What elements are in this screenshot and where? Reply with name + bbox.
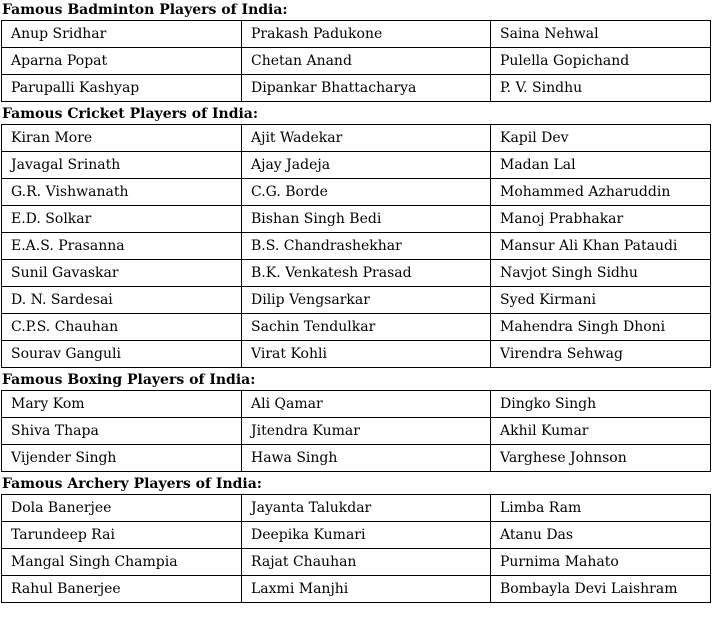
players-table: [1, 390, 711, 472]
player-cell: Virat Kohli: [242, 341, 491, 368]
player-cell: E.A.S. Prasanna: [2, 233, 242, 260]
player-cell: Hawa Singh: [242, 445, 491, 472]
player-cell: Deepika Kumari: [242, 522, 491, 549]
player-cell: Mary Kom: [2, 391, 242, 418]
player-cell: Anup Sridhar: [2, 21, 242, 48]
player-cell: B.K. Venkatesh Prasad: [242, 260, 491, 287]
section-title: Famous Cricket Players of India:: [2, 106, 259, 122]
player-cell: C.G. Borde: [242, 179, 491, 206]
player-cell: Madan Lal: [491, 152, 711, 179]
player-cell: Dingko Singh: [491, 391, 711, 418]
player-cell: Ali Qamar: [242, 391, 491, 418]
table-row: [2, 287, 711, 314]
table-row: [2, 418, 711, 445]
player-cell: Jitendra Kumar: [242, 418, 491, 445]
players-table: [1, 20, 711, 102]
player-cell: E.D. Solkar: [2, 206, 242, 233]
table-row: [2, 522, 711, 549]
table-row: [2, 391, 711, 418]
player-cell: Vijender Singh: [2, 445, 242, 472]
table-row: [2, 152, 711, 179]
player-cell: Laxmi Manjhi: [242, 576, 491, 603]
table-row: [2, 48, 711, 75]
player-cell: Ajit Wadekar: [242, 125, 491, 152]
player-cell: Aparna Popat: [2, 48, 242, 75]
player-cell: Shiva Thapa: [2, 418, 242, 445]
player-cell: Mahendra Singh Dhoni: [491, 314, 711, 341]
player-cell: Parupalli Kashyap: [2, 75, 242, 102]
section-title: Famous Badminton Players of India:: [2, 2, 288, 18]
player-cell: Bombayla Devi Laishram: [491, 576, 711, 603]
section-cricket: [0, 104, 713, 368]
player-cell: Sourav Ganguli: [2, 341, 242, 368]
players-table: [1, 124, 711, 368]
table-row: [2, 206, 711, 233]
player-cell: Atanu Das: [491, 522, 711, 549]
player-cell: Syed Kirmani: [491, 287, 711, 314]
table-row: [2, 21, 711, 48]
player-cell: Mansur Ali Khan Pataudi: [491, 233, 711, 260]
player-cell: P. V. Sindhu: [491, 75, 711, 102]
player-cell: Saina Nehwal: [491, 21, 711, 48]
section-title: Famous Archery Players of India:: [2, 476, 262, 492]
player-cell: Kapil Dev: [491, 125, 711, 152]
player-cell: Akhil Kumar: [491, 418, 711, 445]
table-row: [2, 495, 711, 522]
table-row: [2, 260, 711, 287]
table-row: [2, 341, 711, 368]
player-cell: B.S. Chandrashekhar: [242, 233, 491, 260]
table-row: [2, 125, 711, 152]
table-row: [2, 314, 711, 341]
player-cell: Chetan Anand: [242, 48, 491, 75]
player-cell: Javagal Srinath: [2, 152, 242, 179]
player-cell: Tarundeep Rai: [2, 522, 242, 549]
section-archery: [0, 474, 713, 603]
player-cell: Dola Banerjee: [2, 495, 242, 522]
player-cell: Sachin Tendulkar: [242, 314, 491, 341]
player-cell: G.R. Vishwanath: [2, 179, 242, 206]
player-cell: Virendra Sehwag: [491, 341, 711, 368]
player-cell: Bishan Singh Bedi: [242, 206, 491, 233]
table-row: [2, 179, 711, 206]
table-row: [2, 445, 711, 472]
player-cell: D. N. Sardesai: [2, 287, 242, 314]
section-title: Famous Boxing Players of India:: [2, 372, 256, 388]
player-cell: Varghese Johnson: [491, 445, 711, 472]
player-cell: Rahul Banerjee: [2, 576, 242, 603]
player-cell: Purnima Mahato: [491, 549, 711, 576]
player-cell: Manoj Prabhakar: [491, 206, 711, 233]
section-badminton: [0, 0, 713, 102]
table-row: [2, 233, 711, 260]
player-cell: Rajat Chauhan: [242, 549, 491, 576]
player-cell: Dilip Vengsarkar: [242, 287, 491, 314]
section-boxing: [0, 370, 713, 472]
player-cell: Sunil Gavaskar: [2, 260, 242, 287]
player-cell: Ajay Jadeja: [242, 152, 491, 179]
player-cell: Jayanta Talukdar: [242, 495, 491, 522]
player-cell: Navjot Singh Sidhu: [491, 260, 711, 287]
player-cell: Kiran More: [2, 125, 242, 152]
players-table: [1, 494, 711, 603]
player-cell: Limba Ram: [491, 495, 711, 522]
player-cell: C.P.S. Chauhan: [2, 314, 242, 341]
player-cell: Pulella Gopichand: [491, 48, 711, 75]
player-cell: Mangal Singh Champia: [2, 549, 242, 576]
player-cell: Prakash Padukone: [242, 21, 491, 48]
table-row: [2, 576, 711, 603]
player-cell: Dipankar Bhattacharya: [242, 75, 491, 102]
table-row: [2, 549, 711, 576]
table-row: [2, 75, 711, 102]
player-cell: Mohammed Azharuddin: [491, 179, 711, 206]
